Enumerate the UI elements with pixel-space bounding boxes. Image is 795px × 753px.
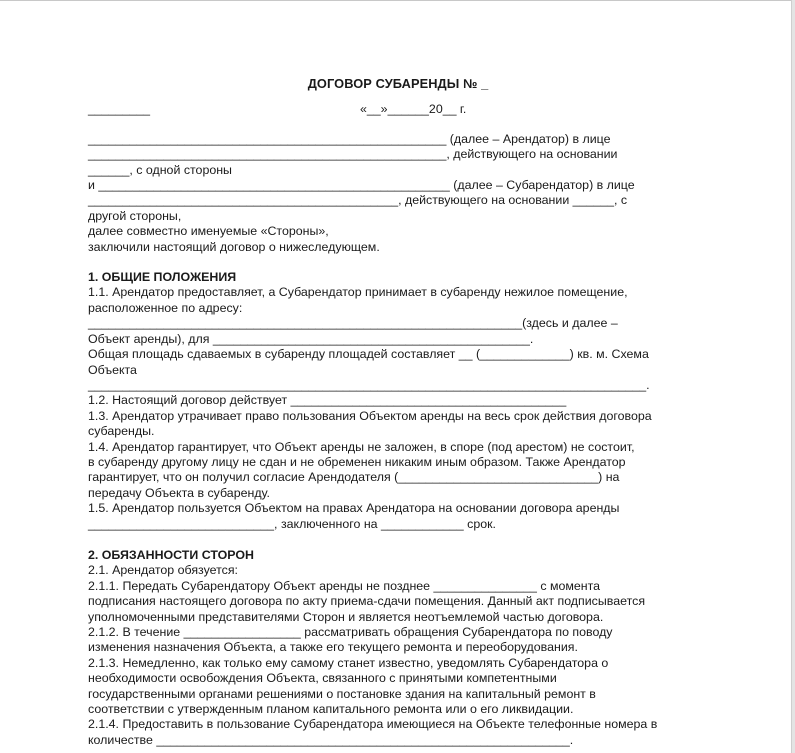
preamble-line: ____________________________________________________ (далее – Арендатор) в лице [88, 131, 611, 146]
preamble-line: ______, с одной стороны [88, 162, 232, 177]
clause-line: 1.1. Арендатор предоставляет, а Субарендатор принимает в субаренду нежилое помещение, [88, 285, 628, 300]
clause-line: передачу Объекта в субаренду. [88, 485, 270, 500]
clause-line: 2.1.1. Передать Субарендатору Объект аренды не позднее _______________ с момента [88, 578, 601, 593]
clause-line: Общая площадь сдаваемых в субаренду площадей составляет __ (_____________) кв. м. Схема [88, 347, 649, 362]
clause-line: 2.1. Арендатор обязуется: [88, 563, 238, 578]
clause-line: 2.1.4. Предоставить в пользование Субарендатора имеющиеся на Объекте телефонные номера в [88, 717, 658, 732]
preamble-line: заключили настоящий договор о нижеследующем. [88, 239, 380, 254]
clause-line: подписания настоящего договора по акту приема-сдачи помещения. Данный акт подписывается [88, 594, 646, 609]
clause-line: 1.5. Арендатор пользуется Объектом на правах Арендатора на основании договора аренды [88, 501, 620, 516]
spacer [88, 532, 708, 546]
clause-line: ___________________________, заключенного на ____________ срок. [88, 516, 496, 531]
clause-line: Объект аренды), для ______________________________________________. [88, 331, 534, 346]
section-obligations [88, 548, 708, 748]
clause-line: в субаренду другому лицу не сдан и не обременен никаким иным образом. Также Арендатор [88, 454, 626, 469]
spacer [88, 118, 708, 132]
clause-line: _________________________________________________________________________________. [88, 377, 650, 392]
section-general-provisions [88, 270, 708, 532]
date-line: _________ «__»______20__ г. [88, 102, 467, 117]
window-top-border [0, 0, 795, 1]
clause-line: 1.3. Арендатор утрачивает право пользования Объектом аренды на весь срок действия договора [88, 408, 652, 423]
clause-line: государственными органами решениями о постановке здания на капитальный ремонт в [88, 686, 596, 701]
clause-line: 2.1.2. В течение _________________ рассматривать обращения Субарендатора по поводу [88, 625, 613, 639]
preamble-line: далее совместно именуемые «Стороны», [88, 224, 329, 239]
preamble-line: ____________________________________________________, действующего на основании [88, 147, 618, 162]
clause-line: _______________________________________________________________(здесь и далее – [88, 316, 618, 331]
clause-line: изменения назначения Объекта, а также его текущего ремонта и переоборудования. [88, 640, 578, 655]
clause-line: количестве ____________________________________________________________. [88, 732, 574, 747]
clause-line: 1.4. Арендатор гарантирует, что Объект аренды не заложен, в споре (под арестом) не состоит, [88, 439, 635, 454]
clause-line: гарантирует, что он получил согласие Арендодателя (_____________________________) на [88, 470, 620, 485]
clause-line: соответствии с утвержденным планом капитального ремонта или о его ликвидации. [88, 702, 574, 717]
clause-line: 2.1.3. Немедленно, как только ему самому станет известно, уведомлять Субарендатора о [88, 655, 609, 670]
preamble [88, 132, 708, 255]
preamble-line: и ___________________________________________________ (далее – Субарендатор) в лице [88, 178, 635, 193]
preamble-line: другой стороны, [88, 208, 182, 223]
clause-line: Объекта [88, 362, 137, 377]
document-title: ДОГОВОР СУБАРЕНДЫ № _ [307, 76, 489, 91]
scrollbar-edge[interactable] [791, 0, 795, 753]
clause-line: уполномоченными представителями Сторон и является неотъемлемой частью договора. [88, 609, 604, 624]
clause-line: 1.2. Настоящий договор действует ________________________________________ [88, 393, 567, 408]
document-page [88, 76, 708, 748]
spacer [88, 255, 708, 268]
clause-line: необходимости освобождения Объекта, связанного с принятыми компетентными [88, 671, 557, 686]
section-heading: 2. ОБЯЗАННОСТИ СТОРОН [88, 547, 254, 562]
clause-line: субаренды. [88, 424, 155, 439]
section-heading: 1. ОБЩИЕ ПОЛОЖЕНИЯ [88, 270, 237, 285]
preamble-line: _____________________________________________, действующего на основании ______, с [88, 193, 628, 208]
clause-line: расположенное по адресу: [88, 300, 243, 315]
